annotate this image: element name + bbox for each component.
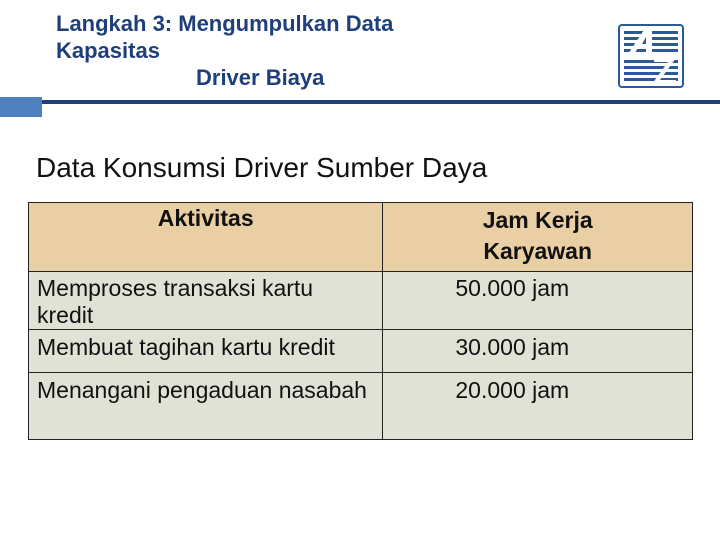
hours-cell: 20.000 jam: [383, 373, 693, 440]
title-divider: [0, 100, 720, 104]
hours-cell: 30.000 jam: [383, 330, 693, 373]
activity-cell: Memproses transaksi kartu kredit: [29, 272, 383, 330]
az-logo-icon: [618, 24, 684, 88]
activity-cell: Membuat tagihan kartu kredit: [29, 330, 383, 373]
title-line-1: Langkah 3: Mengumpulkan Data: [56, 11, 394, 36]
page-title: [56, 10, 526, 91]
resource-driver-table: [28, 202, 693, 440]
header-hours: Jam Kerja Karyawan: [383, 203, 693, 272]
table-row: [29, 330, 693, 373]
title-divider-accent: [0, 97, 42, 117]
hours-cell: 50.000 jam: [383, 272, 693, 330]
title-line-2: Kapasitas: [56, 38, 160, 63]
header-activity: Aktivitas: [29, 203, 383, 272]
table-row: [29, 272, 693, 330]
title-line-3: Driver Biaya: [196, 65, 325, 90]
section-subtitle: Data Konsumsi Driver Sumber Daya: [36, 152, 488, 183]
table-row: [29, 373, 693, 440]
table-row: [29, 203, 693, 272]
activity-cell: Menangani pengaduan nasabah: [29, 373, 383, 440]
